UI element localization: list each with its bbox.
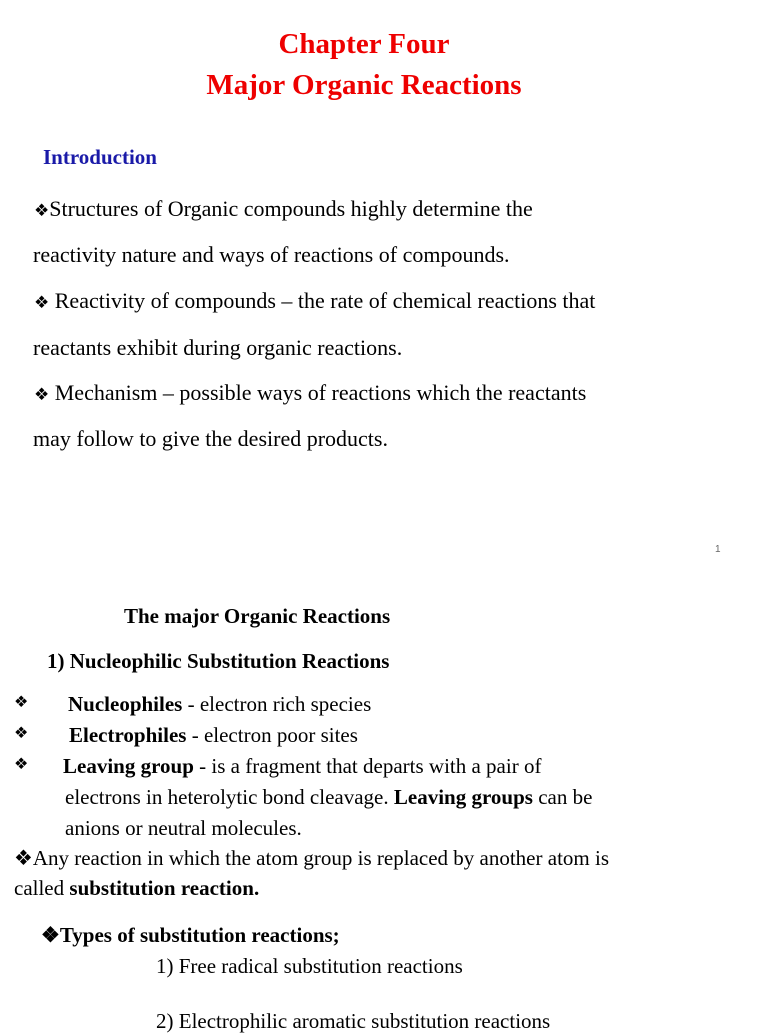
diamond-bullet-icon: ❖ (34, 201, 50, 220)
introduction-heading: Introduction (43, 145, 157, 169)
bullet-structures-cont: reactivity nature and ways of reactions of compounds. (33, 242, 510, 267)
chapter-title: Chapter Four (278, 28, 450, 60)
diamond-bullet-icon: ❖ (14, 694, 29, 711)
diamond-bullet-icon: ❖ (14, 756, 29, 773)
major-reactions-heading: The major Organic Reactions (124, 604, 391, 628)
any-reaction-cont: called substitution reaction. (14, 876, 260, 900)
leaving-group-cont2: anions or neutral molecules. (65, 816, 302, 840)
diamond-bullet-icon: ❖ (41, 923, 60, 947)
diamond-bullet-icon: ❖ (34, 293, 50, 312)
leaving-group-item: Leaving group - is a fragment that departs with a pair of (63, 754, 542, 778)
bullet-reactivity-cont: reactants exhibit during organic reactions. (33, 335, 403, 360)
chapter-subtitle: Major Organic Reactions (206, 69, 522, 101)
page-number: 1 (715, 544, 721, 555)
bullet-mechanism-cont: may follow to give the desired products. (33, 426, 388, 451)
electrophiles-item: Electrophiles - electron poor sites (69, 723, 358, 747)
nucleophiles-item: Nucleophiles - electron rich species (68, 692, 372, 716)
any-reaction-line: ❖Any reaction in which the atom group is replaced by another atom is (14, 846, 609, 870)
types-heading: ❖Types of substitution reactions; (41, 923, 340, 947)
type-electrophilic: 2) Electrophilic aromatic substitution reactions (156, 1009, 551, 1033)
nucleophilic-subheading: 1) Nucleophilic Substitution Reactions (47, 649, 390, 673)
diamond-bullet-icon: ❖ (34, 385, 50, 404)
diamond-bullet-icon: ❖ (14, 846, 33, 870)
bullet-structures: ❖Structures of Organic compounds highly determine the (34, 196, 533, 221)
bullet-mechanism: ❖ Mechanism – possible ways of reactions which the reactants (34, 380, 587, 405)
type-free-radical: 1) Free radical substitution reactions (156, 954, 463, 978)
leaving-group-cont: electrons in heterolytic bond cleavage. Leaving groups can be (65, 785, 593, 809)
diamond-bullet-icon: ❖ (14, 725, 29, 742)
bullet-reactivity: ❖ Reactivity of compounds – the rate of chemical reactions that (34, 288, 596, 313)
